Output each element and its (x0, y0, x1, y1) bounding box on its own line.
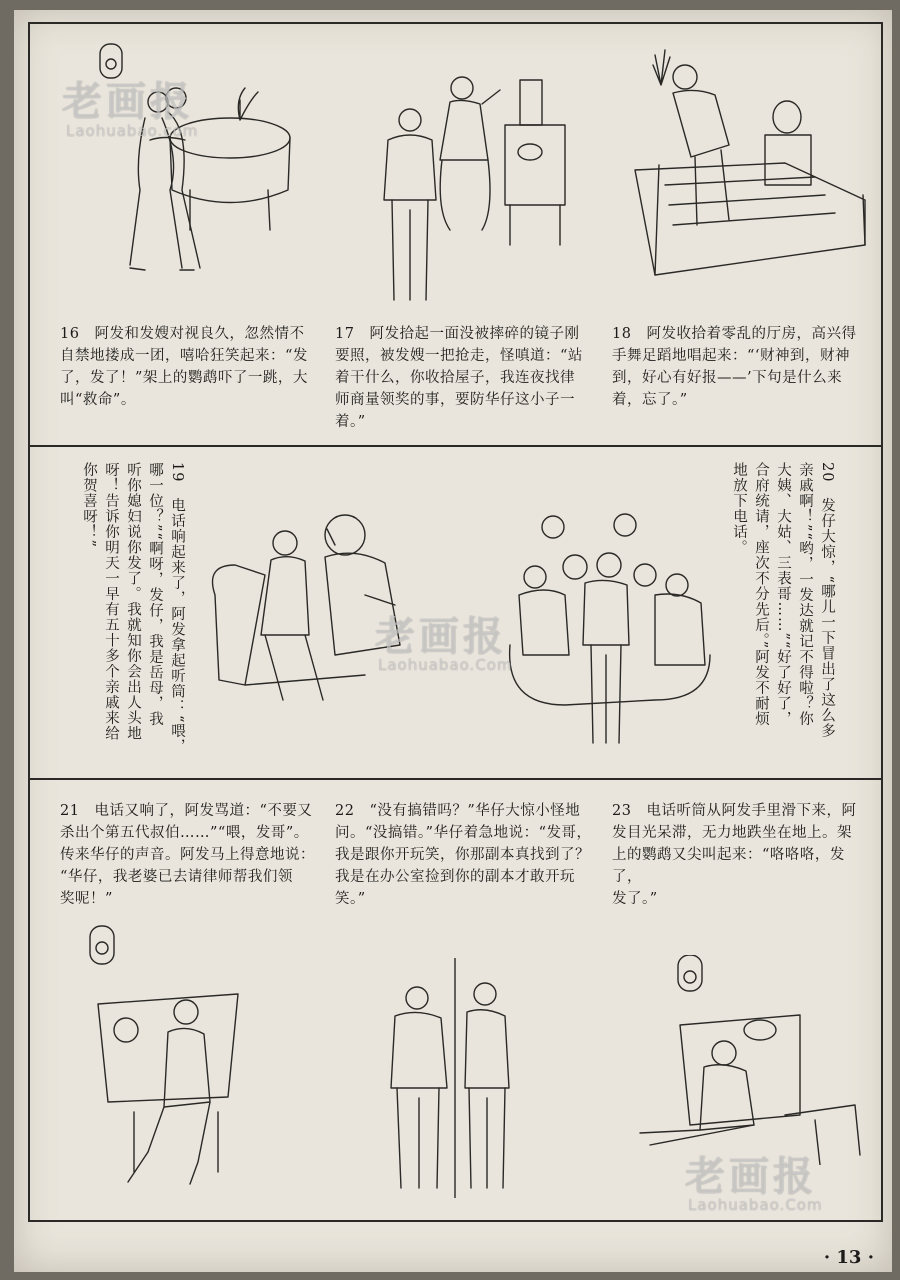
panel-22-caption: 22 “没有搞错吗？”华仔大惊小怪地 问。“没搞错。”华仔着急地说：“发哥， 我是跟你开玩笑，你那副本真找到了？ 我是在办公室捡到你的副本才敢开玩 笑。” (335, 803, 592, 907)
watermark-url-middle: Laohuabao.Com (378, 656, 513, 674)
row-divider-1 (28, 445, 883, 447)
watermark-brand-middle: 老画报 (375, 614, 507, 660)
watermark-brand-bottom: 老画报 (685, 1154, 817, 1200)
panel-21-caption: 21 电话又响了，阿发骂道：“不要又 杀出个第五代叔伯……”“喂，发哥”。 传来华仔的声音。阿发马上得意地说： “华仔，我老婆已去请律师帮我们领 奖呢！” (60, 803, 315, 907)
panel-23-caption: 23 电话听筒从阿发手里滑下来，阿 发目光呆滞，无力地跌坐在地上。架 上的鹦鹉又尖叫起来：“咯咯咯，发了， 发了。” (612, 803, 857, 907)
page-number: · 13 · (823, 1247, 874, 1268)
panel-21-illustration (78, 922, 248, 1192)
panel-20-caption: 20 发仔大惊，“哪儿一下冒出了这么多 亲戚啊！”“哟，一发达就记不得啦？你 大姨、大姑、三表哥……”“好了好了， 合府统请，座次不分先后。”阿发不耐烦 地放下电话。 (731, 462, 835, 739)
panel-17-illustration (370, 60, 570, 305)
panel-18-illustration (625, 35, 870, 280)
watermark-url-bottom: Laohuabao.Com (688, 1196, 823, 1214)
panel-19-caption: 19 电话响起来了，阿发拿起听筒：“喂， 哪一位？”“啊呀，发仔，我是岳母，我 听你媳妇说你发了。我就知你会出人头地 呀！告诉你明天一早有五十多个亲戚来给 你贺喜呀！” (81, 462, 185, 755)
panel-18-caption: 18 阿发收拾着零乱的厅房，高兴得 手舞足蹈地唱起来：“‘财神到，财神 到，好心有好报——’下句是什么来 着，忘了。” (612, 326, 857, 408)
panel-23-illustration (620, 955, 870, 1165)
panel-20-illustration (505, 505, 715, 755)
panel-17-caption: 17 阿发拾起一面没被摔碎的镜子刚 要照，被发嫂一把抢走，怪嗔道：“站 着干什么，你收拾屋子，我连夜找律 师商量领奖的事，要防华仔这小子一 着。” (335, 326, 583, 430)
panel-22-illustration (375, 958, 535, 1198)
watermark-brand-top: 老画报 (62, 79, 194, 125)
panel-16-caption: 16 阿发和发嫂对视良久，忽然情不 自禁地搂成一团，嘻哈狂笑起来：“发 了，发了！”架上的鹦鹉吓了一跳，大 叫“救命”。 (60, 326, 308, 408)
watermark-url-top: Laohuabao.com (66, 122, 199, 140)
row-divider-2 (28, 778, 883, 780)
